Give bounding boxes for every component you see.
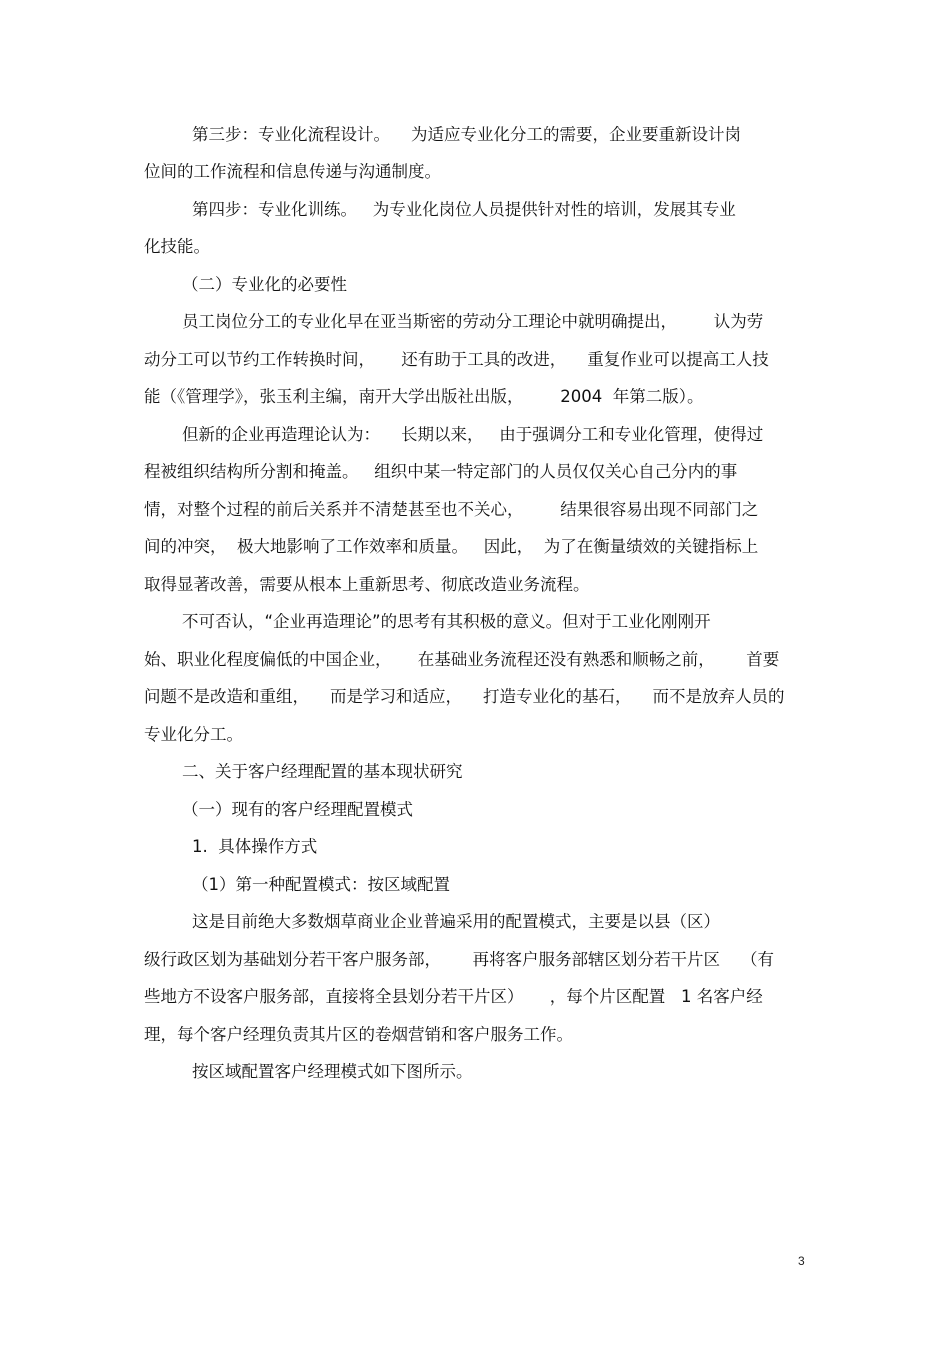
- subheading-necessity: （二）专业化的必要性: [182, 275, 347, 294]
- paragraph-undeniable-line-4: 专业化分工。: [144, 725, 243, 744]
- paragraph-undeniable-line-1: 不可否认，“企业再造理论”的思考有其积极的意义。但对于工业化刚刚开: [182, 612, 711, 631]
- paragraph-reengineering-line-4: 间的冲突， 极大地影响了工作效率和质量。 因此， 为了在衡量绩效的关键指标上: [144, 537, 759, 556]
- paragraph-mode1-line-1: 这是目前绝大多数烟草商业企业普遍采用的配置模式，主要是以县（区）: [192, 912, 720, 931]
- paragraph-undeniable-line-2: 始、职业化程度偏低的中国企业， 在基础业务流程还没有熟悉和顺畅之前， 首要: [144, 650, 780, 669]
- paragraph-step4-line-2: 化技能。: [144, 237, 210, 256]
- paragraph-undeniable-line-3: 问题不是改造和重组， 而是学习和适应， 打造专业化的基石， 而不是放弃人员的: [144, 687, 785, 706]
- paragraph-division-line-1: 员工岗位分工的专业化早在亚当斯密的劳动分工理论中就明确提出， 认为劳: [182, 312, 764, 331]
- paragraph-mode1-line-2: 级行政区划为基础划分若干客户服务部， 再将客户服务部辖区划分若干片区 （有: [144, 950, 774, 969]
- paragraph-division-line-2: 动分工可以节约工作转换时间， 还有助于工具的改进， 重复作业可以提高工人技: [144, 350, 769, 369]
- paragraph-mode1-line-3: 些地方不设客户服务部，直接将全县划分若干片区） ，每个片区配置 1 名客户经: [144, 987, 763, 1006]
- section-heading-2: 二、关于客户经理配置的基本现状研究: [182, 762, 463, 781]
- page-number: 3: [798, 1254, 805, 1268]
- subheading-existing-modes: （一）现有的客户经理配置模式: [182, 800, 413, 819]
- paragraph-reengineering-line-3: 情，对整个过程的前后关系并不清楚甚至也不关心， 结果很容易出现不同部门之: [144, 500, 759, 519]
- paragraph-reengineering-line-2: 程被组织结构所分割和掩盖。 组织中某一特定部门的人员仅仅关心自己分内的事: [144, 462, 738, 481]
- paragraph-step4-line-1: 第四步：专业化训练。 为专业化岗位人员提供针对性的培训，发展其专业: [192, 200, 736, 219]
- paragraph-reengineering-line-1: 但新的企业再造理论认为： 长期以来， 由于强调分工和专业化管理，使得过: [182, 425, 764, 444]
- subheading-mode-1: （1）第一种配置模式：按区域配置: [192, 875, 450, 894]
- paragraph-mode1-line-4: 理，每个客户经理负责其片区的卷烟营销和客户服务工作。: [144, 1025, 573, 1044]
- paragraph-step3-line-2: 位间的工作流程和信息传递与沟通制度。: [144, 162, 441, 181]
- paragraph-division-line-3: 能（《管理学》，张玉利主编，南开大学出版社出版， 2004 年第二版）。: [144, 387, 704, 406]
- paragraph-figure-intro: 按区域配置客户经理模式如下图所示。: [192, 1062, 473, 1081]
- paragraph-step3-line-1: 第三步：专业化流程设计。 为适应专业化分工的需要，企业要重新设计岗: [192, 125, 741, 144]
- paragraph-reengineering-line-5: 取得显著改善，需要从根本上重新思考、彻底改造业务流程。: [144, 575, 590, 594]
- subheading-operation-method: 1. 具体操作方式: [192, 837, 318, 856]
